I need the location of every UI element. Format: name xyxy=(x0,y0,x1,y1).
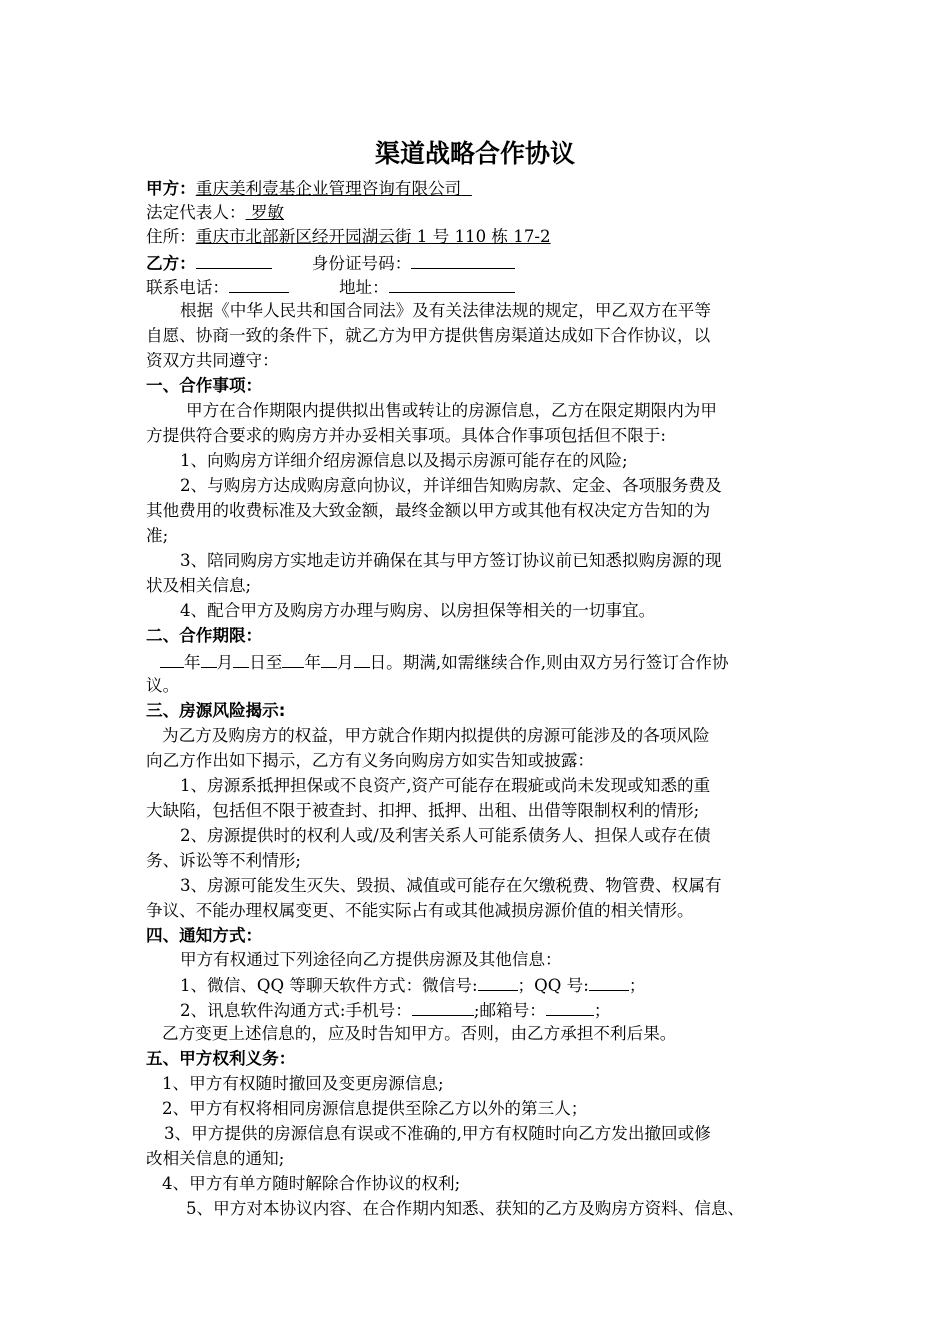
party-b-line xyxy=(146,251,826,273)
section-2-heading: 二、合作期限： xyxy=(146,626,263,645)
party-a-addr: 重庆市北部新区经开园湖云街 1 号 110 栋 17-2 xyxy=(195,227,551,246)
section-1-text: 甲方在合作期限内提供拟出售或转让的房源信息，乙方在限定期限内为甲 xyxy=(186,401,717,420)
section-3-item: 争议、不能办理权属变更、不能实际占有或其他减损房源价值的相关情形。 xyxy=(146,901,694,920)
section-3-item: 2、房源提供时的权利人或/及利害关系人可能系债务人、担保人或存在债 xyxy=(180,826,711,845)
document-title: 渠道战略合作协议 xyxy=(374,139,575,168)
phone-email-line: 2、讯息软件沟通方式:手机号： ;邮箱号： ； xyxy=(180,998,860,1020)
section-3-heading: 三、房源风险揭示: xyxy=(146,701,286,720)
section-5-item: 5、甲方对本协议内容、在合作期内知悉、获知的乙方及购房方资料、信息、 xyxy=(186,1199,745,1218)
start-year-blank xyxy=(160,650,184,668)
phone-blank xyxy=(412,998,474,1016)
section-2-text: 议。 xyxy=(146,676,180,695)
section-3-item: 1、房源系抵押担保或不良资产,资产可能存在瑕疵或尚未发现或知悉的重 xyxy=(180,776,711,795)
section-5-item: 3、甲方提供的房源信息有误或不准确的,甲方有权随时向乙方发出撤回或修 xyxy=(164,1124,711,1143)
section-5-item: 4、甲方有单方随时解除合作协议的权利; xyxy=(162,1174,461,1193)
party-b-contact-line xyxy=(146,275,826,297)
party-a-label: 甲方： xyxy=(146,179,196,198)
party-b-id-label: 身份证号码： xyxy=(311,254,412,273)
intro-line: 根据《中华人民共和国合同法》及有关法律法规的规定，甲乙双方在平等 xyxy=(180,301,711,320)
party-a-rep-name: 罗敏 xyxy=(250,203,285,222)
section-5-item: 1、甲方有权随时撤回及变更房源信息; xyxy=(162,1074,444,1093)
section-4-heading: 四、通知方式： xyxy=(146,926,263,945)
wechat-blank xyxy=(478,973,518,991)
intro-line: 自愿、协商一致的条件下，就乙方为甲方提供售房渠道达成如下合作协议，以 xyxy=(146,326,711,345)
section-1-item: 状及相关信息; xyxy=(146,576,252,595)
section-3-item: 大缺陷，包括但不限于被查封、扣押、抵押、出租、出借等限制权利的情形; xyxy=(146,801,700,820)
section-1-item: 3、陪同购房方实地走访并确保在其与甲方签订协议前已知悉拟购房源的现 xyxy=(180,551,722,570)
section-3-text: 向乙方作出如下揭示，乙方有义务向购房方如实告知或披露： xyxy=(146,751,595,770)
qq-blank xyxy=(589,973,629,991)
party-b-phone-blank xyxy=(229,275,289,293)
section-1-item: 其他费用的收费标准及大致金额，最终金额以甲方或其他有权决定方告知的为 xyxy=(146,501,711,520)
end-year-blank xyxy=(282,650,304,668)
section-1-text: 方提供符合要求的购房方并办妥相关事项。具体合作事项包括但不限于: xyxy=(146,426,666,445)
party-a-line xyxy=(146,178,826,200)
section-5-item: 2、甲方有权将相同房源信息提供至除乙方以外的第三人； xyxy=(162,1099,588,1118)
party-b-addr-blank xyxy=(389,275,515,293)
section-1-heading: 一、合作事项： xyxy=(146,376,263,395)
section-1-item: 准; xyxy=(146,526,169,545)
section-1-item: 4、配合甲方及购房方办理与购房、以房担保等相关的一切事宜。 xyxy=(180,601,656,620)
wechat-qq-line: 1、微信、QQ 等聊天软件方式：微信号: ；QQ 号: ； xyxy=(180,973,860,995)
start-day-blank xyxy=(233,650,249,668)
party-b-label: 乙方： xyxy=(146,254,196,273)
end-day-blank xyxy=(354,650,370,668)
party-b-addr-label: 地址： xyxy=(338,278,389,297)
email-blank xyxy=(546,998,594,1016)
term-line: 年 月 日至 年 月 日。期满,如需继续合作,则由双方另行签订合作协 xyxy=(160,650,840,672)
section-3-item: 3、房源可能发生灭失、毁损、减值或可能存在欠缴税费、物管费、权属有 xyxy=(180,876,722,895)
section-3-text: 为乙方及购房方的权益，甲方就合作期内拟提供的房源可能涉及的各项风险 xyxy=(162,726,710,745)
party-a-rep-label: 法定代表人： xyxy=(146,203,246,222)
section-4-text: 乙方变更上述信息的，应及时告知甲方。否则，由乙方承担不利后果。 xyxy=(162,1024,677,1043)
section-5-item: 改相关信息的通知; xyxy=(146,1149,285,1168)
section-4-text: 甲方有权通过下列途径向乙方提供房源及其他信息： xyxy=(180,950,562,969)
end-month-blank xyxy=(321,650,337,668)
section-1-item: 2、与购房方达成购房意向协议，并详细告知购房款、定金、各项服务费及 xyxy=(180,476,722,495)
intro-line: 资双方共同遵守： xyxy=(146,351,279,370)
section-5-heading: 五、甲方权利义务： xyxy=(146,1049,296,1068)
start-month-blank xyxy=(201,650,217,668)
section-3-item: 务、诉讼等不利情形; xyxy=(146,851,301,870)
section-1-item: 1、向购房方详细介绍房源信息以及揭示房源可能存在的风险; xyxy=(180,451,628,470)
party-a-rep-line xyxy=(146,202,826,224)
party-b-name-blank xyxy=(196,251,272,269)
party-a-addr-line xyxy=(146,226,826,248)
party-b-phone-label: 联系电话： xyxy=(146,278,229,297)
party-a-addr-label: 住所： xyxy=(146,227,196,246)
party-b-id-blank xyxy=(411,251,515,269)
party-a-name: 重庆美利壹基企业管理咨询有限公司 xyxy=(195,179,462,198)
